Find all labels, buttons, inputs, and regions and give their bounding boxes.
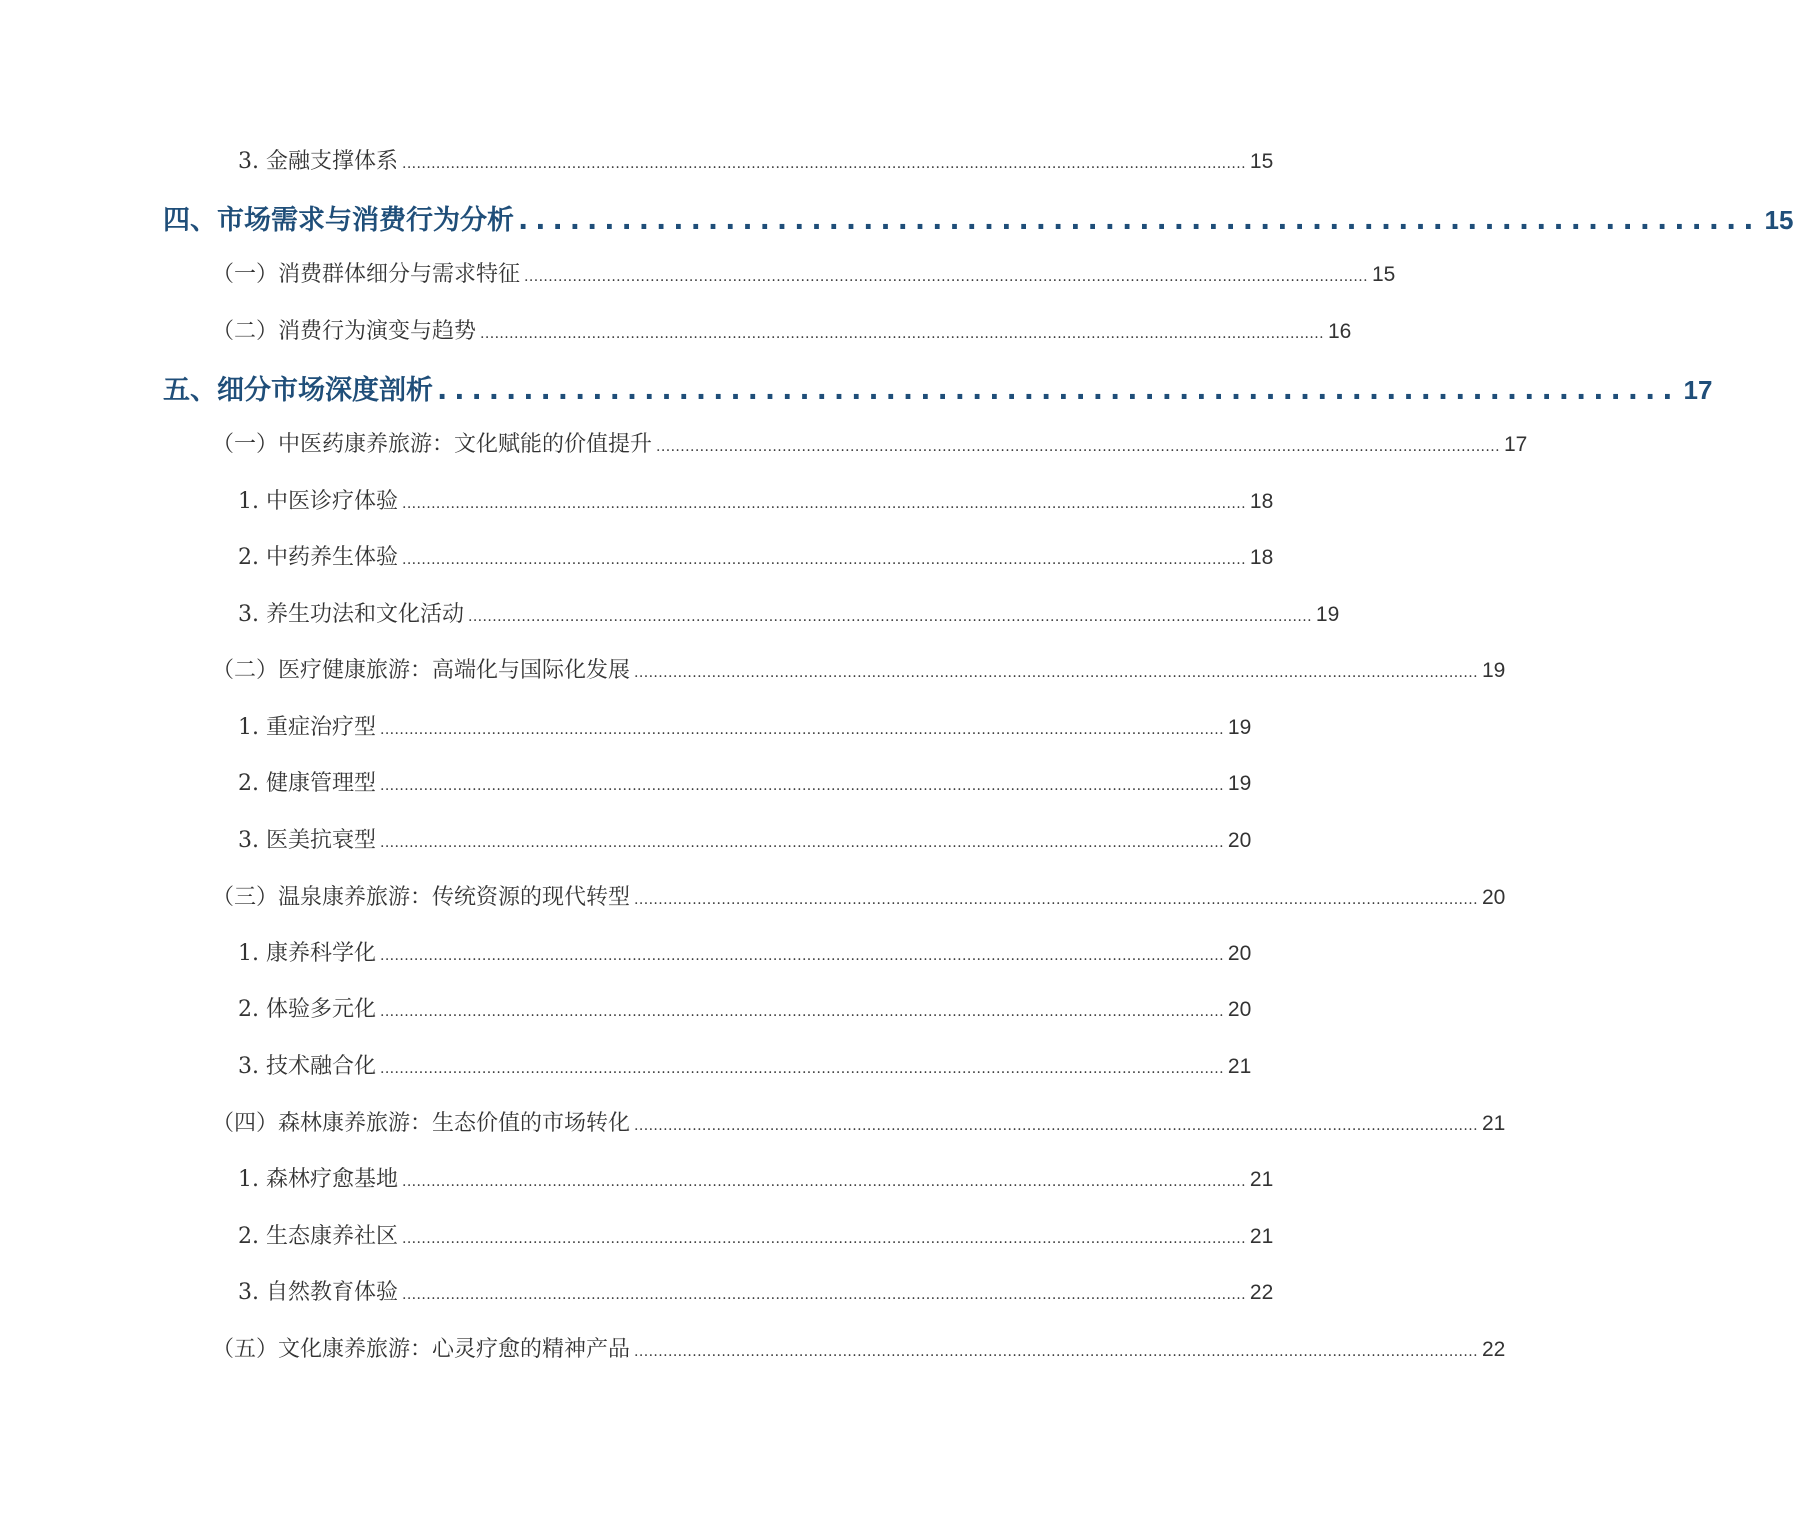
toc-entry[interactable] — [238, 936, 1252, 967]
dot-leader: .............................................................................................................................................................................. — [401, 156, 1246, 172]
toc-entry-page: 21 — [1249, 1225, 1274, 1248]
dot-leader: .............................................................................................................................................................................. — [379, 778, 1224, 794]
toc-entry-label: 2. 健康管理型 — [238, 771, 376, 796]
toc-entry-page: 19 — [1227, 772, 1252, 795]
toc-section-label: （一）中医药康养旅游：文化赋能的价值提升 — [212, 432, 653, 457]
toc-entry[interactable] — [238, 823, 1252, 854]
toc-entry[interactable] — [238, 766, 1252, 797]
toc-section-entry[interactable] — [212, 1106, 1506, 1137]
toc-section-label: （二）消费行为演变与趋势 — [212, 319, 477, 344]
toc-entry[interactable] — [238, 1275, 1274, 1306]
toc-section-entry[interactable] — [212, 880, 1506, 911]
dot-leader: .............................................................................................................................................................................. — [379, 948, 1224, 964]
toc-chapter-label: 五、细分市场深度剖析 — [163, 375, 433, 406]
toc-section-label: （五）文化康养旅游：心灵疗愈的精神产品 — [212, 1337, 631, 1362]
toc-entry-page: 19 — [1315, 603, 1340, 626]
toc-section-page: 22 — [1481, 1338, 1506, 1361]
dot-leader: .............................................................................................................................................................................. — [401, 1174, 1246, 1190]
toc-entry-page: 15 — [1249, 150, 1274, 173]
toc-section-page: 17 — [1503, 433, 1528, 456]
dot-leader: ........................................................................ — [518, 205, 1761, 236]
dot-leader: .............................................................................................................................................................................. — [401, 1231, 1246, 1247]
toc-section-label: （四）森林康养旅游：生态价值的市场转化 — [212, 1111, 631, 1136]
toc-section-entry[interactable] — [212, 653, 1506, 684]
toc-section-entry[interactable] — [212, 314, 1352, 345]
toc-chapter-page: 17 — [1683, 375, 1713, 405]
toc-section-page: 15 — [1371, 263, 1396, 286]
toc-section-label: （三）温泉康养旅游：传统资源的现代转型 — [212, 885, 631, 910]
dot-leader: .............................................................................................................................................................................. — [379, 1004, 1224, 1020]
toc-entry[interactable] — [238, 992, 1252, 1023]
dot-leader: .............................................................................................................................................................................. — [634, 665, 1478, 681]
toc-entry-label: 1. 森林疗愈基地 — [238, 1167, 398, 1192]
toc-entry-page: 20 — [1227, 942, 1252, 965]
dot-leader: .............................................................................................................................................................................. — [379, 722, 1224, 738]
dot-leader: ........................................................................ — [437, 375, 1680, 406]
toc-entry-page: 21 — [1249, 1168, 1274, 1191]
toc-entry-page: 21 — [1227, 1055, 1252, 1078]
toc-entry-label: 2. 体验多元化 — [238, 997, 376, 1022]
toc-entry-label: 3. 技术融合化 — [238, 1054, 376, 1079]
dot-leader: .............................................................................................................................................................................. — [379, 1061, 1224, 1077]
toc-entry-page: 18 — [1249, 546, 1274, 569]
toc-entry-page: 20 — [1227, 998, 1252, 1021]
toc-chapter-page: 15 — [1764, 205, 1793, 235]
toc-entry[interactable] — [238, 144, 1274, 175]
toc-entry-page: 22 — [1249, 1281, 1274, 1304]
toc-entry-label: 1. 康养科学化 — [238, 941, 376, 966]
toc-entry-label: 2. 中药养生体验 — [238, 545, 398, 570]
toc-section-page: 19 — [1481, 659, 1506, 682]
toc-entry[interactable] — [238, 484, 1274, 515]
toc-entry-label: 3. 金融支撑体系 — [238, 149, 398, 174]
dot-leader: .............................................................................................................................................................................. — [656, 439, 1500, 455]
toc-entry-label: 2. 生态康养社区 — [238, 1224, 398, 1249]
toc-entry[interactable] — [238, 1049, 1252, 1080]
toc-entry[interactable] — [238, 540, 1274, 571]
toc-section-entry[interactable] — [212, 257, 1396, 288]
dot-leader: .............................................................................................................................................................................. — [524, 269, 1368, 285]
toc-entry-page: 20 — [1227, 829, 1252, 852]
toc-chapter-entry[interactable] — [163, 198, 1793, 237]
toc-section-label: （二）医疗健康旅游：高端化与国际化发展 — [212, 658, 631, 683]
toc-entry[interactable] — [238, 710, 1252, 741]
dot-leader: .............................................................................................................................................................................. — [467, 609, 1312, 625]
toc-section-label: （一）消费群体细分与需求特征 — [212, 262, 521, 287]
toc-entry[interactable] — [238, 597, 1340, 628]
toc-section-page: 20 — [1481, 886, 1506, 909]
toc-section-entry[interactable] — [212, 1332, 1506, 1363]
toc-entry-label: 3. 养生功法和文化活动 — [238, 602, 464, 627]
dot-leader: .............................................................................................................................................................................. — [401, 552, 1246, 568]
dot-leader: .............................................................................................................................................................................. — [634, 1118, 1478, 1134]
toc-chapter-entry[interactable] — [163, 368, 1713, 407]
toc-chapter-label: 四、市场需求与消费行为分析 — [163, 205, 514, 236]
toc-section-page: 21 — [1481, 1112, 1506, 1135]
toc-entry-label: 1. 中医诊疗体验 — [238, 489, 398, 514]
dot-leader: .............................................................................................................................................................................. — [634, 1344, 1478, 1360]
toc-entry-label: 3. 自然教育体验 — [238, 1280, 398, 1305]
toc-entry-label: 3. 医美抗衰型 — [238, 828, 376, 853]
dot-leader: .............................................................................................................................................................................. — [401, 496, 1246, 512]
toc-section-page: 16 — [1327, 320, 1352, 343]
dot-leader: .............................................................................................................................................................................. — [401, 1287, 1246, 1303]
toc-entry[interactable] — [238, 1219, 1274, 1250]
toc-entry-label: 1. 重症治疗型 — [238, 715, 376, 740]
dot-leader: .............................................................................................................................................................................. — [379, 835, 1224, 851]
dot-leader: .............................................................................................................................................................................. — [634, 892, 1478, 908]
toc-entry[interactable] — [238, 1162, 1274, 1193]
toc-section-entry[interactable] — [212, 427, 1528, 458]
toc-entry-page: 18 — [1249, 490, 1274, 513]
dot-leader: .............................................................................................................................................................................. — [480, 326, 1324, 342]
toc-entry-page: 19 — [1227, 716, 1252, 739]
